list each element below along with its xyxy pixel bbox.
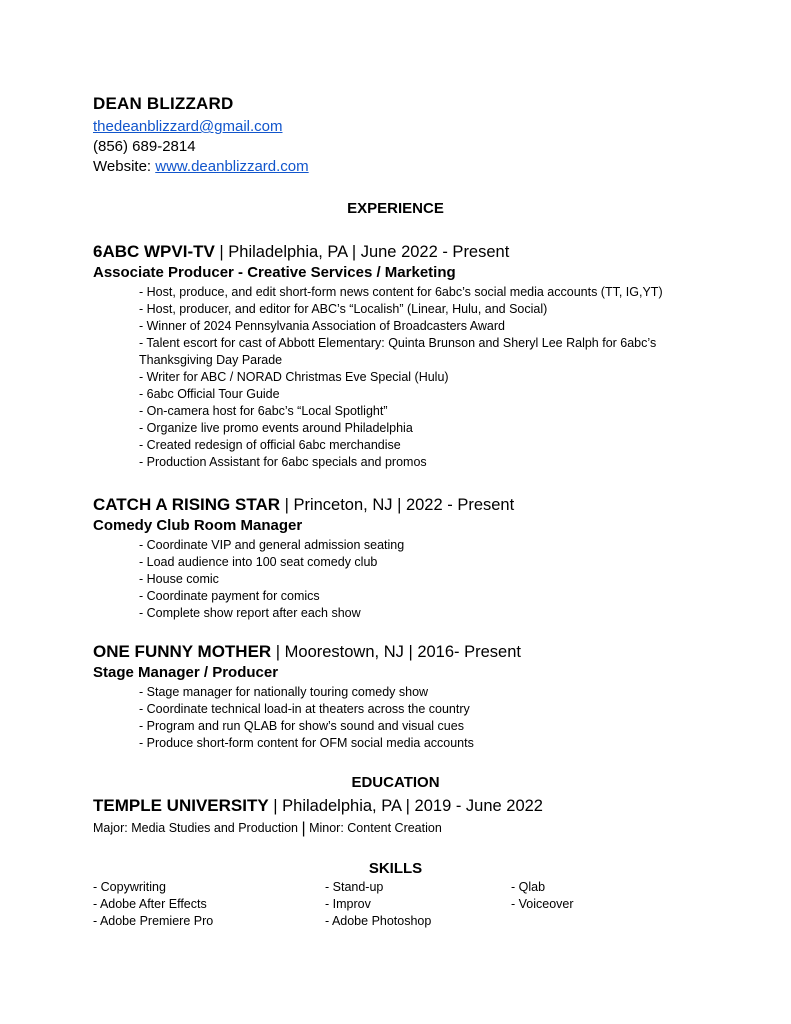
- website-label: Website:: [93, 158, 156, 175]
- job-role: Comedy Club Room Manager: [93, 517, 303, 534]
- skill-item: - Adobe After Effects: [93, 897, 207, 911]
- list-item: - Coordinate VIP and general admission seating: [139, 538, 405, 552]
- list-item: - Host, produce, and edit short-form news content for 6abc’s social media accounts (TT, IG,YT): [139, 285, 663, 299]
- list-item: - Coordinate technical load-in at theaters across the country: [139, 702, 470, 716]
- job-bullet-list: [139, 284, 699, 471]
- job-details: | Philadelphia, PA | June 2022 - Present: [214, 243, 510, 261]
- skill-item: - Improv: [325, 897, 371, 911]
- skills-column: [93, 879, 213, 930]
- list-item: - Talent escort for cast of Abbott Elementary: Quinta Brunson and Sheryl Lee Ralph for 6abc’s Thanksgiving Day Parade: [139, 336, 657, 367]
- job-entry: [93, 494, 733, 622]
- job-bullet-list: [139, 537, 699, 622]
- list-item: - Production Assistant for 6abc specials and promos: [139, 455, 427, 469]
- job-details: | Princeton, NJ | 2022 - Present: [280, 496, 515, 514]
- list-item: - Load audience into 100 seat comedy club: [139, 555, 378, 569]
- skill-item: - Copywriting: [93, 880, 166, 894]
- phone-number: (856) 689-2814: [93, 138, 196, 155]
- skill-item: - Adobe Premiere Pro: [93, 914, 214, 928]
- education-header: [93, 795, 733, 817]
- list-item: - Organize live promo events around Philadelphia: [139, 421, 413, 435]
- education-heading: EDUCATION: [351, 774, 440, 791]
- list-item: - Coordinate payment for comics: [139, 589, 320, 603]
- school-name: TEMPLE UNIVERSITY: [93, 796, 269, 815]
- list-item: - Stage manager for nationally touring comedy show: [139, 685, 429, 699]
- list-item: - House comic: [139, 572, 219, 586]
- website-line: [93, 157, 309, 177]
- job-bullet-list: [139, 684, 699, 752]
- degree-separator: |: [301, 820, 306, 837]
- skills-column: [325, 879, 431, 930]
- skill-item: - Stand-up: [325, 880, 384, 894]
- skill-item: - Qlab: [511, 880, 546, 894]
- experience-heading: EXPERIENCE: [347, 200, 444, 217]
- list-item: - Created redesign of official 6abc merchandise: [139, 438, 401, 452]
- job-entry: [93, 641, 733, 752]
- employer-name: 6ABC WPVI-TV: [93, 242, 215, 261]
- job-header: [93, 641, 733, 663]
- job-header: [93, 241, 733, 263]
- list-item: - Produce short-form content for OFM social media accounts: [139, 736, 474, 750]
- website-link[interactable]: www.deanblizzard.com: [155, 158, 309, 175]
- school-details: | Philadelphia, PA | 2019 - June 2022: [268, 797, 543, 815]
- skills-heading: SKILLS: [368, 860, 423, 877]
- list-item: - On-camera host for 6abc’s “Local Spotlight”: [139, 404, 388, 418]
- job-role: Stage Manager / Producer: [93, 664, 279, 681]
- skills-column: [511, 879, 574, 913]
- job-role: Associate Producer - Creative Services / Marketing: [93, 264, 456, 281]
- job-entry: [93, 241, 733, 471]
- list-item: - Complete show report after each show: [139, 606, 361, 620]
- job-details: | Moorestown, NJ | 2016- Present: [271, 643, 521, 661]
- email-link[interactable]: thedeanblizzard@gmail.com: [93, 118, 283, 135]
- major-text: Major: Media Studies and Production: [93, 821, 302, 835]
- education-entry: [93, 795, 733, 838]
- skill-item: - Voiceover: [511, 897, 574, 911]
- candidate-name: DEAN BLIZZARD: [93, 94, 234, 113]
- employer-name: CATCH A RISING STAR: [93, 495, 280, 514]
- list-item: - Writer for ABC / NORAD Christmas Eve Special (Hulu): [139, 370, 449, 384]
- list-item: - Winner of 2024 Pennsylvania Association of Broadcasters Award: [139, 319, 505, 333]
- degree-line: [93, 819, 733, 838]
- minor-text: Minor: Content Creation: [305, 821, 442, 835]
- employer-name: ONE FUNNY MOTHER: [93, 642, 272, 661]
- list-item: - Program and run QLAB for show’s sound and visual cues: [139, 719, 464, 733]
- job-header: [93, 494, 733, 516]
- list-item: - Host, producer, and editor for ABC’s “Localish” (Linear, Hulu, and Social): [139, 302, 548, 316]
- list-item: - 6abc Official Tour Guide: [139, 387, 280, 401]
- skill-item: - Adobe Photoshop: [325, 914, 432, 928]
